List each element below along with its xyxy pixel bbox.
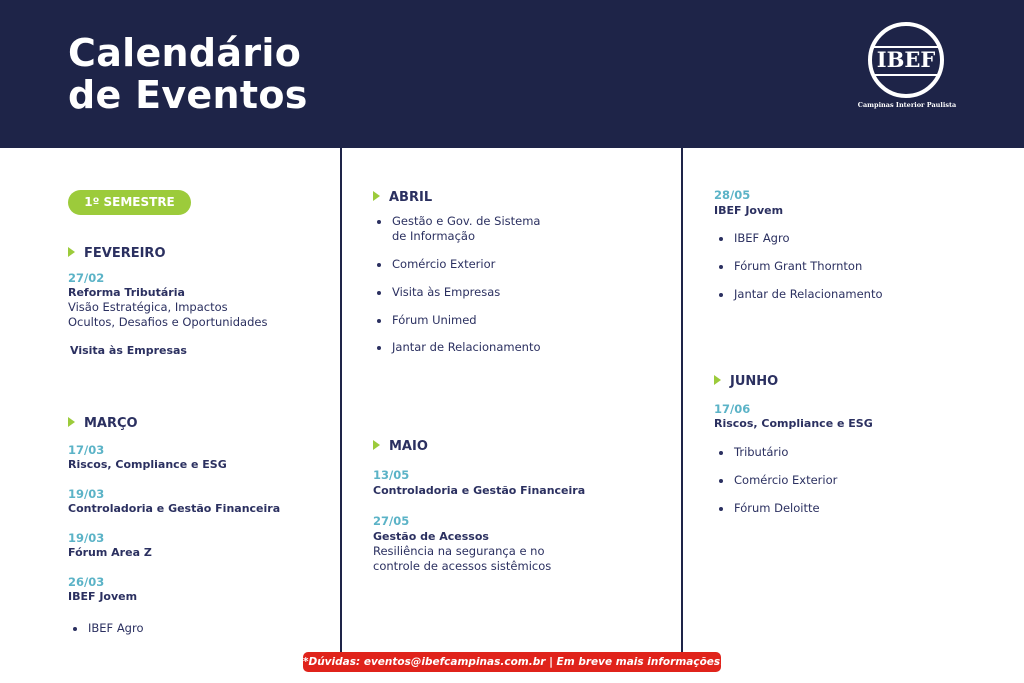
list-item bbox=[734, 445, 788, 460]
list-item bbox=[392, 285, 500, 300]
month-label: MAIO bbox=[389, 439, 428, 454]
event-title: IBEF Jovem bbox=[714, 204, 784, 217]
list-item bbox=[392, 340, 541, 355]
header-banner bbox=[0, 0, 1024, 148]
triangle-bullet-icon bbox=[68, 247, 75, 257]
bullet-dot-icon bbox=[73, 627, 77, 631]
event-date: 27/02 bbox=[68, 271, 105, 285]
event-title: Fórum Area Z bbox=[68, 546, 152, 559]
bullet-dot-icon bbox=[377, 220, 381, 224]
column-divider-1 bbox=[340, 148, 342, 653]
triangle-bullet-icon bbox=[373, 440, 380, 450]
title-line-1: Calendário bbox=[68, 31, 302, 75]
list-item-label: Visita às Empresas bbox=[392, 285, 501, 299]
event-date: 28/05 bbox=[714, 188, 751, 202]
list-item-label: Comércio Exterior bbox=[392, 257, 496, 271]
title-line-2: de Eventos bbox=[68, 73, 308, 117]
month-heading-april bbox=[373, 190, 432, 205]
ibef-logo bbox=[857, 20, 957, 120]
list-item-label: IBEF Agro bbox=[734, 231, 790, 245]
month-label: ABRIL bbox=[389, 190, 433, 205]
bullet-dot-icon bbox=[377, 319, 381, 323]
list-item-label: Jantar de Relacionamento bbox=[734, 287, 883, 301]
page-title bbox=[68, 32, 308, 116]
list-item-label: Gestão e Gov. de Sistema bbox=[392, 214, 541, 228]
list-item bbox=[392, 214, 540, 229]
bullet-dot-icon bbox=[719, 451, 723, 455]
logo-text: IBEF bbox=[876, 47, 936, 72]
month-label: MARÇO bbox=[84, 416, 138, 431]
event-date: 17/06 bbox=[714, 402, 751, 416]
list-item bbox=[392, 313, 477, 328]
bullet-dot-icon bbox=[719, 293, 723, 297]
list-item-continuation: de Informação bbox=[392, 229, 475, 243]
bullet-dot-icon bbox=[719, 237, 723, 241]
event-date: 17/03 bbox=[68, 443, 105, 457]
event-title: IBEF Jovem bbox=[68, 590, 138, 603]
semester-badge: 1º SEMESTRE bbox=[68, 190, 191, 215]
bullet-dot-icon bbox=[719, 507, 723, 511]
month-heading-march bbox=[68, 416, 138, 431]
event-date: 13/05 bbox=[373, 468, 410, 482]
bullet-dot-icon bbox=[719, 265, 723, 269]
event-title: Riscos, Compliance e ESG bbox=[714, 417, 873, 430]
event-description-line-1: Resiliência na segurança e no bbox=[373, 544, 545, 558]
month-label: JUNHO bbox=[730, 374, 779, 389]
list-item bbox=[734, 259, 862, 274]
month-heading-may bbox=[373, 439, 428, 454]
list-item-label: Fórum Grant Thornton bbox=[734, 259, 863, 273]
bullet-dot-icon bbox=[719, 479, 723, 483]
list-item-label: IBEF Agro bbox=[88, 621, 144, 635]
logo-subtitle: Campinas Interior Paulista bbox=[857, 101, 957, 109]
event-title: Controladoria e Gestão Financeira bbox=[68, 502, 281, 515]
list-item-label: Tributário bbox=[734, 445, 789, 459]
list-item-label: Fórum Unimed bbox=[392, 313, 477, 327]
triangle-bullet-icon bbox=[714, 375, 721, 385]
list-item-label: Fórum Deloitte bbox=[734, 501, 820, 515]
list-item bbox=[88, 621, 144, 636]
event-description-line-1: Visão Estratégica, Impactos bbox=[68, 300, 228, 314]
bullet-dot-icon bbox=[377, 291, 381, 295]
event-title: Riscos, Compliance e ESG bbox=[68, 458, 227, 471]
month-heading-june bbox=[714, 374, 778, 389]
event-title: Reforma Tributária bbox=[68, 286, 185, 299]
list-item bbox=[392, 257, 495, 272]
event-description-line-2: Ocultos, Desafios e Oportunidades bbox=[68, 315, 268, 329]
list-item bbox=[734, 473, 837, 488]
event-title: Visita às Empresas bbox=[70, 344, 187, 357]
logo-line-bottom bbox=[873, 74, 939, 76]
event-date: 26/03 bbox=[68, 575, 105, 589]
list-item bbox=[734, 287, 883, 302]
triangle-bullet-icon bbox=[373, 191, 380, 201]
event-date: 19/03 bbox=[68, 531, 105, 545]
list-item bbox=[734, 231, 790, 246]
list-item-label: Comércio Exterior bbox=[734, 473, 838, 487]
column-divider-2 bbox=[681, 148, 683, 653]
bullet-dot-icon bbox=[377, 346, 381, 350]
event-date: 27/05 bbox=[373, 514, 410, 528]
list-item-label: Jantar de Relacionamento bbox=[392, 340, 541, 354]
month-label: FEVEREIRO bbox=[84, 246, 166, 261]
list-item bbox=[734, 501, 820, 516]
contact-banner: *Dúvidas: eventos@ibefcampinas.com.br | Em breve mais informações! bbox=[303, 652, 721, 672]
triangle-bullet-icon bbox=[68, 417, 75, 427]
event-description-line-2: controle de acessos sistêmicos bbox=[373, 559, 552, 573]
event-date: 19/03 bbox=[68, 487, 105, 501]
event-title: Gestão de Acessos bbox=[373, 530, 489, 543]
event-title: Controladoria e Gestão Financeira bbox=[373, 484, 586, 497]
bullet-dot-icon bbox=[377, 263, 381, 267]
month-heading-february bbox=[68, 246, 166, 261]
